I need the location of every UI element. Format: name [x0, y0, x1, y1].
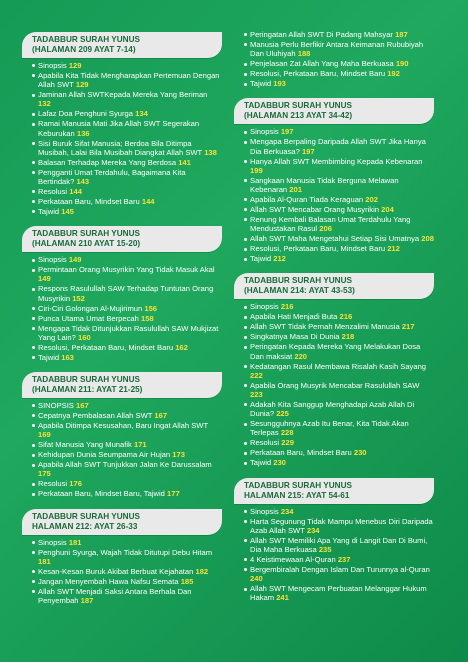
toc-entry-page-number: 234: [306, 525, 320, 535]
toc-entry-page-number: 143: [76, 177, 90, 187]
toc-entry-title: Sifat Manusia Yang Munafik: [38, 440, 132, 450]
toc-entry: [244, 362, 434, 380]
toc-list: [22, 61, 222, 216]
toc-entry-page-number: 167: [76, 401, 89, 411]
toc-entry-title: Sesungguhnya Azab Itu Benar, Kita Tidak Akan Terlepas: [250, 419, 409, 438]
toc-entry: [244, 215, 434, 233]
toc-entry-title: Tajwid: [250, 458, 272, 468]
toc-entry: [244, 507, 434, 516]
toc-entry: [244, 30, 434, 39]
toc-entry-page-number: 175: [38, 469, 51, 479]
section-heading: [234, 273, 434, 299]
toc-entry-page-number: 160: [78, 332, 91, 342]
toc-entry-title: Peringatan Allah SWT Di Padang Mahsyar: [250, 30, 393, 39]
toc-entry-title: Sangkaan Manusia Tidak Berguna Melawan Kebenaran: [250, 175, 399, 195]
toc-entry-page-number: 237: [337, 555, 351, 565]
toc-list: [234, 507, 434, 603]
toc-entry-title: Apabila Orang Musyrik Mencabar Rasulullah SAW: [250, 380, 420, 390]
toc-entry-page-number: 134: [135, 109, 148, 119]
toc-entry-title: Allah SWT Tidak Pernah Menzalimi Manusia: [250, 322, 400, 332]
toc-entry: [244, 322, 434, 331]
toc-entry: [32, 450, 222, 459]
section-heading-title: TADABBUR SURAH YUNUS: [32, 35, 140, 44]
toc-entry-title: Ramai Manusia Mati Jika Allah SWT Segerakan Keburukan: [38, 119, 200, 138]
toc-entry-title: Tajwid: [38, 207, 60, 217]
toc-entry-title: Sisi Buruk Sifat Manusia; Berdoa Bila Ditimpa Musibah, Lalai Bila Musibah Diangkat Allah SWT: [38, 138, 203, 157]
toc-entry-title: Kesan-Kesan Buruk Akibat Berbuat Kejahatan: [38, 566, 194, 576]
section-heading-subtitle: (HALAMAN 209 AYAT 7-14): [32, 45, 136, 54]
toc-entry-page-number: 167: [154, 411, 168, 421]
toc-entry: [244, 176, 434, 194]
toc-entry: [244, 79, 434, 88]
toc-entry-page-number: 181: [38, 556, 51, 566]
toc-entry: [244, 234, 434, 243]
toc-section: [234, 30, 434, 88]
toc-entry-title: Balasan Terhadap Mereka Yang Berdosa: [38, 157, 177, 167]
toc-entry-title: Kehidupan Dunia Seumpama Air Hujan: [38, 450, 171, 460]
section-heading-title: TADABBUR SURAH YUNUS: [244, 276, 352, 286]
toc-entry-page-number: 132: [38, 99, 51, 109]
toc-entry: [244, 195, 434, 204]
toc-entry-page-number: 206: [319, 224, 332, 234]
toc-entry: [244, 381, 434, 399]
toc-entry: [244, 244, 434, 253]
toc-entry-page-number: 220: [294, 351, 308, 361]
toc-entry-title: Apabila Ditimpa Kesusahan, Baru Ingat Allah SWT: [38, 421, 208, 431]
toc-entry: [244, 400, 434, 418]
toc-entry-page-number: 229: [281, 438, 294, 448]
toc-entry: [32, 577, 222, 586]
left-column: [22, 32, 222, 615]
toc-entry: [32, 421, 222, 439]
toc-entry: [244, 59, 434, 68]
toc-entry-title: Apabila Kita Tidak Mengharapkan Pertemuan Dengan Allah SWT: [38, 71, 220, 90]
toc-entry-title: Penjelasan Zat Allah Yang Maha Berkuasa: [250, 59, 394, 69]
toc-entry: [244, 137, 434, 155]
toc-entry-title: Respons Rasulullah SAW Terhadap Tuntutan Orang Musyrikin: [38, 284, 214, 303]
toc-entry-title: Allah SWT Maha Mengetahui Setiap Sisi Umatnya: [250, 234, 420, 244]
toc-entry-title: Perkataan Baru, Mindset Baru: [38, 197, 140, 207]
toc-entry: [32, 314, 222, 323]
toc-entry-title: Perkataan Baru, Mindset Baru: [250, 448, 352, 458]
toc-entry-title: Mengapa Berpaling Daripada Allah SWT Jika Hanya Dia Berkuasa?: [250, 137, 426, 156]
toc-entry-page-number: 138: [204, 147, 217, 157]
toc-section: [234, 98, 434, 263]
toc-entry: [32, 265, 222, 283]
toc-entry-title: Tajwid: [38, 352, 60, 362]
toc-entry-page-number: 218: [341, 332, 355, 342]
toc-entry-title: Pengganti Umat Terdahulu, Bagaimana Kita Bertindak?: [38, 167, 186, 187]
toc-entry: [32, 343, 222, 352]
toc-entry: [244, 419, 434, 437]
toc-entry-title: Peringatan Kepada Mereka Yang Melakukan Dosa Dan maksiat: [250, 342, 421, 361]
section-heading-subtitle: HALAMAN 212: AYAT 26-33: [32, 521, 138, 531]
toc-entry-page-number: 136: [76, 128, 90, 138]
toc-entry-page-number: 212: [387, 244, 400, 254]
toc-entry-title: Sinopsis: [38, 255, 67, 265]
toc-entry-title: Perkataan Baru, Mindset Baru, Tajwid: [38, 489, 165, 499]
toc-list: [22, 401, 222, 499]
toc-entry-title: Permintaan Orang Musyrikin Yang Tidak Masuk Akal: [38, 265, 215, 275]
toc-entry-page-number: 176: [69, 479, 82, 489]
toc-entry: [32, 587, 222, 605]
toc-entry: [32, 401, 222, 410]
toc-entry-page-number: 181: [68, 537, 82, 547]
toc-entry-title: Apabila Hati Menjadi Buta: [250, 312, 338, 322]
toc-entry: [32, 119, 222, 137]
toc-entry-title: Mengapa Tidak Ditunjukkan Rasulullah SAW Mukjizat Yang Lain?: [38, 323, 219, 342]
toc-entry-page-number: 144: [69, 187, 82, 197]
right-column: [234, 30, 434, 613]
section-heading: [22, 509, 222, 535]
section-heading: [234, 98, 434, 124]
toc-entry: [32, 90, 222, 108]
toc-entry-page-number: 144: [141, 197, 155, 207]
toc-entry-title: Sinopsis: [250, 127, 279, 137]
toc-entry-page-number: 197: [301, 146, 315, 156]
toc-entry-page-number: 156: [144, 303, 158, 313]
toc-entry-page-number: 177: [167, 489, 180, 499]
toc-entry-page-number: 216: [339, 312, 353, 322]
toc-entry-page-number: 225: [276, 409, 289, 419]
toc-entry-title: Resolusi, Perkataan Baru, Mindset Baru: [38, 342, 174, 352]
toc-entry: [32, 207, 222, 216]
section-heading: [234, 478, 434, 504]
toc-entry-title: Tajwid: [250, 254, 272, 264]
section-heading-title: TADABBUR SURAH YUNUS: [32, 229, 140, 239]
toc-entry: [32, 479, 222, 488]
toc-entry-title: Allah SWT Mengecam Perbuatan Melanggar Hukum Hakam: [250, 584, 427, 603]
toc-entry: [32, 304, 222, 313]
section-heading: [22, 32, 222, 58]
toc-entry-page-number: 190: [395, 59, 409, 69]
toc-entry-page-number: 141: [178, 157, 191, 167]
toc-entry-page-number: 187: [395, 30, 408, 39]
toc-entry-page-number: 208: [421, 234, 434, 244]
section-heading-subtitle: (HALAMAN 210 AYAT 15-20): [32, 239, 141, 249]
toc-entry-title: Resolusi, Perkataan Baru, Mindset Baru: [250, 69, 386, 79]
toc-entry-page-number: 182: [195, 566, 209, 576]
toc-entry-page-number: 199: [250, 165, 263, 175]
toc-section: [234, 478, 434, 603]
toc-entry-page-number: 185: [180, 576, 194, 586]
toc-entry-title: Sinopsis: [38, 61, 67, 70]
toc-entry: [32, 197, 222, 206]
section-heading-subtitle: HALAMAN 215: AYAT 54-61: [244, 490, 350, 500]
toc-entry-title: Cepatnya Pembalasan Allah SWT: [38, 411, 153, 421]
toc-entry-title: Allah SWT Memiliki Apa Yang di Langit Dan Di Bumi, Dia Maha Berkuasa: [250, 535, 428, 555]
toc-entry-page-number: 193: [273, 79, 286, 89]
section-heading-title: TADABBUR SURAH YUNUS: [32, 375, 140, 385]
section-heading: [22, 372, 222, 398]
toc-entry-page-number: 235: [318, 545, 332, 555]
toc-entry-page-number: 230: [273, 458, 286, 468]
toc-entry: [32, 61, 222, 70]
toc-entry-title: Tajwid: [250, 79, 272, 89]
toc-entry-page-number: 197: [280, 127, 294, 137]
toc-entry: [32, 567, 222, 576]
toc-entry-page-number: 212: [273, 254, 286, 264]
toc-entry-title: Resolusi: [38, 479, 68, 489]
toc-entry-title: Allah SWT Menjadi Saksi Antara Berhala Dan Penyembah: [38, 586, 192, 606]
section-heading-title: TADABBUR SURAH YUNUS: [244, 480, 352, 490]
section-heading-title: TADABBUR SURAH YUNUS: [244, 101, 352, 111]
toc-entry: [32, 71, 222, 89]
toc-list: [234, 302, 434, 467]
toc-entry-page-number: 158: [141, 313, 154, 323]
toc-entry-page-number: 129: [68, 61, 82, 70]
toc-entry-page-number: 149: [38, 274, 51, 284]
toc-entry: [244, 458, 434, 467]
toc-list: [234, 30, 434, 88]
toc-list: [22, 255, 222, 362]
toc-entry: [244, 205, 434, 214]
section-heading: [22, 226, 222, 252]
toc-entry: [32, 158, 222, 167]
toc-entry: [32, 460, 222, 478]
toc-entry-page-number: 240: [250, 574, 263, 584]
toc-entry: [32, 324, 222, 342]
toc-entry-title: Penghuni Syurga, Wajah Tidak Ditutupi Debu Hitam: [38, 547, 213, 557]
toc-entry: [244, 565, 434, 583]
toc-entry-page-number: 201: [289, 185, 302, 195]
toc-entry-title: Lafaz Doa Penghuni Syurga: [38, 109, 133, 119]
toc-entry-title: Adakah Kita Sanggup Menghadapi Azab Allah Di Dunia?: [250, 400, 415, 419]
toc-section: [22, 226, 222, 362]
toc-entry-page-number: 202: [365, 195, 378, 205]
toc-entry: [32, 168, 222, 186]
toc-list: [234, 127, 434, 263]
toc-entry-page-number: 228: [280, 428, 294, 438]
toc-entry-title: Resolusi: [250, 438, 280, 448]
toc-entry-page-number: 152: [72, 293, 85, 303]
toc-entry-page-number: 169: [38, 430, 51, 440]
section-heading-subtitle: (HALAMAN 211: AYAT 21-25): [32, 385, 143, 395]
toc-entry-title: Apabila Al-Quran Tiada Keraguan: [250, 195, 364, 205]
toc-entry: [244, 448, 434, 457]
toc-entry-page-number: 149: [68, 255, 82, 265]
toc-entry-page-number: 204: [381, 205, 394, 215]
toc-entry: [32, 411, 222, 420]
toc-entry: [244, 584, 434, 602]
toc-entry: [32, 139, 222, 157]
toc-entry-page-number: 241: [276, 593, 289, 603]
toc-entry-page-number: 230: [353, 448, 367, 458]
toc-entry: [244, 312, 434, 321]
toc-entry: [32, 255, 222, 264]
toc-entry-title: Resolusi, Perkataan Baru, Mindset Baru: [250, 244, 386, 254]
toc-entry-title: Punca Utama Umat Berpecah: [38, 313, 139, 323]
toc-entry-page-number: 173: [172, 450, 185, 460]
toc-entry: [244, 332, 434, 341]
toc-entry: [244, 555, 434, 564]
section-heading-subtitle: (HALAMAN 213 AYAT 34-42): [244, 111, 353, 121]
toc-entry-title: Bergembiralah Dengan Islam Dan Turunnya al-Quran: [250, 565, 430, 575]
toc-section: [22, 509, 222, 606]
toc-entry-title: Sinopsis: [250, 302, 279, 312]
toc-entry-page-number: 187: [80, 596, 94, 606]
toc-entry: [244, 69, 434, 78]
toc-entry-title: Jangan Menyembah Hawa Nafsu Semata: [38, 576, 179, 586]
toc-entry-title: Sinopsis: [38, 537, 67, 547]
toc-entry-title: Renung Kembali Balasan Umat Terdahulu Yang Mendustakan Rasul: [250, 215, 411, 234]
toc-entry-page-number: 217: [401, 322, 415, 332]
toc-entry-page-number: 162: [175, 342, 188, 352]
toc-entry: [244, 302, 434, 311]
toc-entry-title: 4 Keistimewaan Al-Quran: [250, 555, 336, 565]
toc-entry-title: Allah SWT Mencabar Orang Musyrikin: [250, 205, 379, 215]
toc-entry: [244, 438, 434, 447]
toc-entry-page-number: 223: [250, 390, 263, 400]
toc-entry-title: SINOPSIS: [38, 401, 74, 411]
toc-entry: [244, 157, 434, 175]
toc-entry: [244, 342, 434, 360]
toc-entry: [244, 40, 434, 58]
toc-entry: [244, 517, 434, 535]
section-heading-subtitle: (HALAMAN 214: AYAT 43-53): [244, 286, 355, 296]
toc-entry-title: Resolusi: [38, 187, 68, 197]
toc-entry: [32, 284, 222, 302]
toc-entry-title: Jaminan Allah SWTKepada Mereka Yang Beriman: [38, 90, 208, 100]
toc-entry: [32, 353, 222, 362]
toc-entry-page-number: 192: [387, 69, 400, 79]
toc-entry-title: Manusia Perlu Berfikir Antara Keimanan Rububiyah Dan Uluhiyah: [250, 40, 424, 59]
toc-entry: [32, 109, 222, 118]
toc-entry: [32, 538, 222, 547]
toc-entry-title: Apabila Allah SWT Tunjukkan Jalan Ke Darussalam: [38, 460, 212, 470]
toc-section: [234, 273, 434, 467]
toc-entry: [244, 127, 434, 136]
toc-entry-title: Sinopsis: [250, 506, 279, 516]
section-heading-title: TADABBUR SURAH YUNUS: [32, 511, 140, 521]
toc-entry: [244, 536, 434, 554]
toc-entry-title: Hanya Allah SWT Membimbing Kepada Kebenaran: [250, 156, 423, 166]
toc-entry: [32, 489, 222, 498]
toc-entry-page-number: 129: [75, 80, 89, 90]
toc-entry: [32, 440, 222, 449]
toc-entry-page-number: 222: [250, 370, 263, 380]
toc-entry-title: Kedatangan Rasul Membawa Risalah Kasih Sayang: [250, 361, 427, 371]
toc-entry-page-number: 234: [280, 506, 294, 516]
toc-entry: [32, 548, 222, 566]
toc-entry-page-number: 216: [280, 302, 294, 312]
toc-entry-page-number: 145: [61, 207, 74, 217]
toc-entry: [244, 254, 434, 263]
toc-entry: [32, 187, 222, 196]
toc-entry-title: Ciri-Ciri Golongan Al-Mujirimun: [38, 303, 143, 313]
toc-entry-page-number: 188: [297, 49, 311, 59]
toc-list: [22, 538, 222, 606]
toc-section: [22, 372, 222, 499]
toc-entry-title: Singkatnya Masa Di Dunia: [250, 332, 340, 342]
toc-entry-page-number: 171: [133, 440, 147, 450]
toc-entry-page-number: 163: [61, 352, 74, 362]
toc-entry-title: Harta Segunung Tidak Mampu Menebus Diri Daripada Azab Allah SWT: [250, 516, 433, 535]
toc-section: [22, 32, 222, 216]
